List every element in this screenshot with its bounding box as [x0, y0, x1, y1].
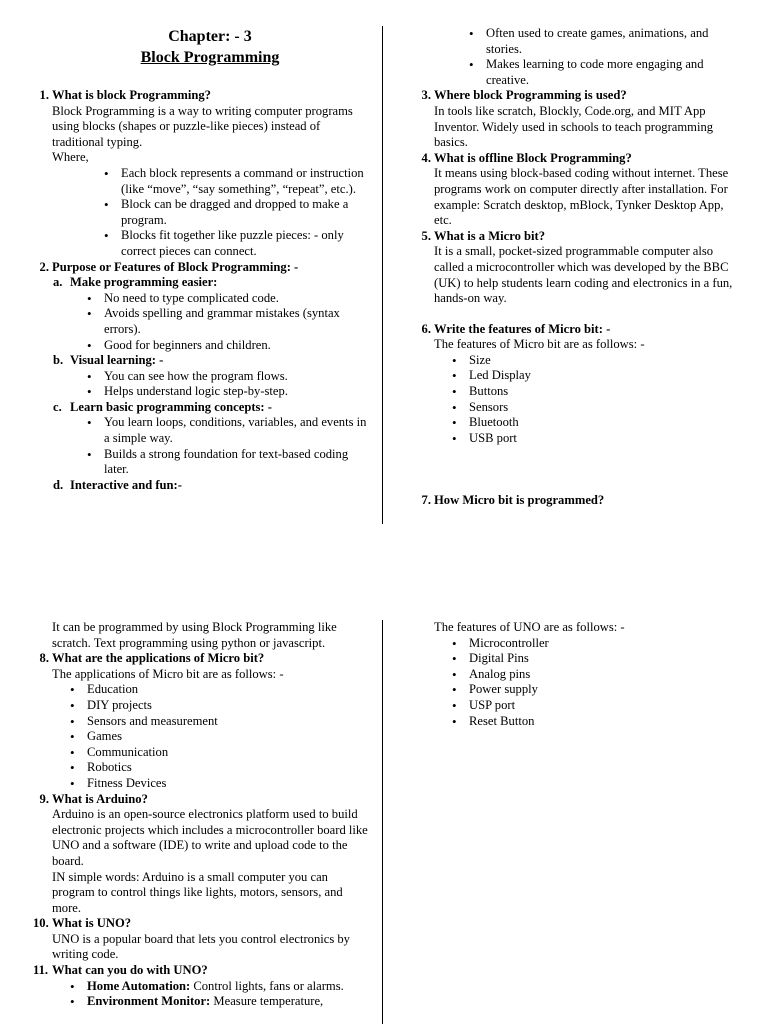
question-1: [39, 88, 368, 104]
page2-left-column: [33, 620, 368, 1010]
answer-text: It means using block-based coding without internet. These programs work on computer directly after installation. For example: Scratch desktop, mBlock, Tynker Desktop App, etc.: [434, 166, 729, 228]
list-item: • Avoids spelling and grammar mistakes (syntax errors).: [104, 306, 368, 337]
answer-text: Arduino is an open-source electronics platform used to build electronic projects which includes a microcontroller board like UNO and a software (IDE) to write and upload code to the board.: [52, 807, 368, 868]
item-text: Measure temperature,: [210, 994, 324, 1009]
answer-text: UNO is a popular board that lets you control electronics by writing code.: [52, 931, 350, 962]
column-divider-top: [382, 26, 383, 524]
sub-number: c.: [53, 399, 62, 414]
question-5: [421, 228, 744, 245]
page2-right-column: [434, 620, 744, 729]
item-label: Home Automation:: [87, 978, 191, 993]
question-number: 10.: [33, 916, 49, 931]
list-item: • Reset Button: [469, 714, 744, 730]
question-title: What can you do with UNO?: [52, 963, 208, 978]
question-title: What are the applications of Micro bit?: [52, 651, 265, 666]
subheading-a: [53, 275, 368, 291]
page1-right-column: [421, 26, 744, 509]
sub-number: d.: [53, 477, 64, 492]
question-number: 3.: [421, 88, 431, 103]
where-label: Where,: [52, 150, 89, 165]
question-number: 9.: [39, 791, 49, 806]
question-title: What is block Programming?: [52, 88, 211, 102]
list-item: • Helps understand logic step-by-step.: [104, 384, 368, 400]
list-item: [87, 994, 368, 1010]
list-item: • Good for beginners and children.: [104, 338, 368, 354]
list-item: • Block can be dragged and dropped to make a program.: [121, 197, 368, 228]
question-title: Where block Programming is used?: [434, 88, 627, 103]
list-item: • No need to type complicated code.: [104, 291, 368, 307]
list-item: • Robotics: [87, 760, 368, 776]
list-item: • Buttons: [469, 384, 744, 400]
answer-text: In tools like scratch, Blockly, Code.org, and MIT App Inventor. Widely used in schools to teach programming basics.: [434, 103, 714, 150]
question-number: 8.: [39, 651, 49, 666]
list-item: • Analog pins: [469, 667, 744, 683]
question-title: What is Arduino?: [52, 791, 148, 806]
question-number: 5.: [421, 228, 431, 243]
question-number: 1.: [39, 88, 49, 102]
question-6: [421, 321, 744, 338]
list-item: • Power supply: [469, 682, 744, 698]
chapter-title: Chapter: - 3: [168, 28, 252, 45]
sub-title: Visual learning: -: [70, 353, 164, 368]
list-item: • Digital Pins: [469, 651, 744, 667]
question-title: Purpose or Features of Block Programming: -: [52, 259, 299, 274]
list-item: • USP port: [469, 698, 744, 714]
list-item: • Fitness Devices: [87, 776, 368, 792]
answer-intro: The features of Micro bit are as follows: -: [434, 337, 645, 352]
question-title: What is UNO?: [52, 916, 132, 931]
question-title: What is offline Block Programming?: [434, 150, 632, 165]
question-number: 6.: [421, 321, 431, 336]
question-4: [421, 150, 744, 167]
list-item: • Blocks fit together like puzzle pieces: - only correct pieces can connect.: [121, 228, 368, 259]
item-label: Environment Monitor:: [87, 994, 211, 1009]
question-number: 7.: [421, 493, 431, 508]
question-7: [421, 493, 744, 509]
list-item: • Sensors: [469, 400, 744, 416]
list-item: • Microcontroller: [469, 636, 744, 652]
list-item: • Often used to create games, animations, and stories.: [486, 26, 744, 57]
sub-number: a.: [53, 275, 63, 290]
question-title: What is a Micro bit?: [434, 228, 546, 243]
list-item: • Each block represents a command or instruction (like “move”, “say something”, “repeat”, etc.).: [121, 166, 368, 197]
answer-text: It is a small, pocket-sized programmable computer also called a microcontroller which was developed by the BBC (UK) to help students learn coding and electronics in a fun, hands-on way.: [434, 244, 733, 306]
list-item: • Games: [87, 729, 368, 745]
question-11: [33, 963, 368, 979]
question-3: [421, 88, 744, 104]
list-item: • USB port: [469, 431, 744, 447]
list-item: • Builds a strong foundation for text-based coding later.: [104, 447, 368, 478]
question-10: [33, 916, 368, 932]
answer-text: Block Programming is a way to writing computer programs using blocks (shapes or puzzle-like pieces) instead of traditional typing.: [52, 103, 353, 149]
answer-text: IN simple words: Arduino is a small computer you can program to control things like lights, motors, sensors, and more.: [52, 869, 343, 915]
question-9: [39, 791, 368, 808]
page1-left-column: [39, 26, 368, 493]
subheading-d: [53, 477, 368, 494]
column-divider-bottom: [382, 620, 383, 1024]
list-item: [87, 979, 368, 995]
sub-title: Make programming easier:: [70, 275, 218, 290]
list-item: • Bluetooth: [469, 415, 744, 431]
question-number: 11.: [33, 963, 49, 978]
list-item: • You can see how the program flows.: [104, 369, 368, 385]
question-title: Write the features of Micro bit: -: [434, 321, 611, 336]
list-item: • Sensors and measurement: [87, 714, 368, 730]
subheading-b: [53, 353, 368, 369]
list-item: • You learn loops, conditions, variables, and events in a simple way.: [104, 415, 368, 446]
question-number: 2.: [39, 259, 49, 274]
list-item: • Communication: [87, 745, 368, 761]
question-2: [39, 259, 368, 276]
list-item: • DIY projects: [87, 698, 368, 714]
answer-text: It can be programmed by using Block Programming like scratch. Text programming using python or javascript.: [52, 620, 337, 650]
list-item: • Education: [87, 682, 368, 698]
sub-title: Interactive and fun:-: [70, 477, 182, 492]
item-text: Control lights, fans or alarms.: [190, 978, 344, 993]
question-title: How Micro bit is programmed?: [434, 493, 605, 508]
sub-number: b.: [53, 353, 64, 368]
answer-intro: The applications of Micro bit are as follows: -: [52, 666, 284, 681]
answer-intro: The features of UNO are as follows: -: [434, 620, 625, 634]
question-8: [39, 651, 368, 667]
list-item: • Makes learning to code more engaging and creative.: [486, 57, 744, 88]
list-item: • Size: [469, 353, 744, 369]
subheading-c: [53, 399, 368, 416]
question-number: 4.: [421, 150, 431, 165]
sub-title: Learn basic programming concepts: -: [70, 399, 272, 414]
list-item: • Led Display: [469, 368, 744, 384]
chapter-subtitle: Block Programming: [140, 49, 280, 66]
